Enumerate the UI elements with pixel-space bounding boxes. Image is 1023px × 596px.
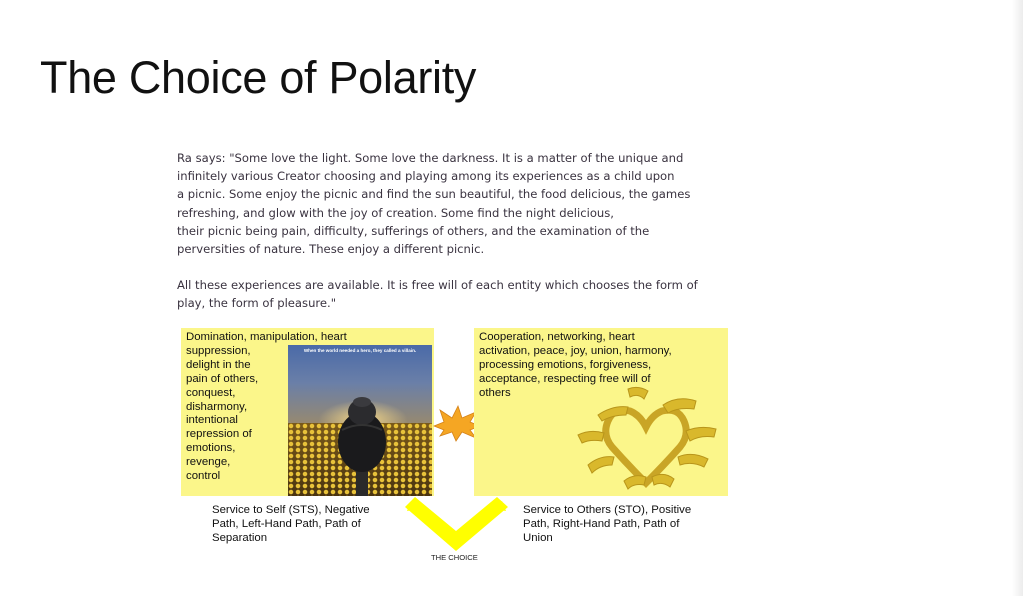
- ra-quote: [177, 149, 752, 313]
- sto-trait-line: processing emotions, forgiveness,: [479, 358, 652, 371]
- sts-trait-line: pain of others,: [186, 372, 259, 385]
- choice-arrow-icon: [405, 497, 508, 551]
- sts-trait-line: delight in the: [186, 358, 251, 371]
- paragraph-gap: [177, 258, 752, 276]
- the-choice-label: THE CHOICE: [431, 553, 478, 562]
- quote-line: All these experiences are available. It is free will of each entity which chooses the form of: [177, 278, 698, 293]
- quote-line: a picnic. Some enjoy the picnic and find the sun beautiful, the food delicious, the games: [177, 187, 691, 202]
- quote-line: play, the form of pleasure.": [177, 296, 337, 311]
- sto-trait-line: Cooperation, networking, heart: [479, 331, 635, 343]
- quote-line: infinitely various Creator choosing and playing among its experiences as a child upon: [177, 169, 675, 184]
- sto-trait-line: others: [479, 386, 511, 399]
- sts-trait-line: control: [186, 470, 221, 483]
- sts-trait-line: disharmony,: [186, 400, 248, 413]
- sts-trait-line: conquest,: [186, 386, 236, 399]
- sto-path-line: Service to Others (STO), Positive: [523, 504, 692, 516]
- sts-path-line: Separation: [212, 531, 268, 544]
- quote-line: refreshing, and glow with the joy of creation. Some find the night delicious,: [177, 205, 614, 220]
- sts-path-line: Path, Left-Hand Path, Path of: [212, 517, 361, 530]
- villain-figure-icon: [332, 390, 392, 496]
- sto-path-label: [523, 504, 691, 545]
- sts-trait-line: repression of: [186, 428, 252, 441]
- villain-image-caption: When the world needed a hero, they called a villain.: [303, 348, 417, 353]
- slide-title: The Choice of Polarity: [40, 52, 477, 103]
- sts-trait-line: intentional: [186, 414, 238, 427]
- sts-trait-line: emotions,: [186, 442, 236, 455]
- quote-line: perversities of nature. These enjoy a different picnic.: [177, 242, 485, 257]
- sts-trait-line: revenge,: [186, 456, 231, 469]
- sts-path-line: Service to Self (STS), Negative: [212, 504, 370, 516]
- sts-trait-line: Domination, manipulation, heart: [186, 331, 347, 343]
- sto-trait-line: activation, peace, joy, union, harmony,: [479, 344, 672, 357]
- quote-line: Ra says: "Some love the light. Some love the darkness. It is a matter of the unique and: [177, 151, 684, 165]
- sto-trait-line: acceptance, respecting free will of: [479, 372, 651, 385]
- sto-path-line: Union: [523, 531, 553, 544]
- slide-edge-shadow: [1012, 0, 1023, 596]
- sto-path-line: Path, Right-Hand Path, Path of: [523, 517, 680, 530]
- heart-hands-icon: [568, 385, 726, 495]
- quote-line: their picnic being pain, difficulty, sufferings of others, and the examination of the: [177, 223, 650, 238]
- sts-path-label: [212, 504, 370, 545]
- sts-trait-line: suppression,: [186, 344, 251, 357]
- villain-image: [288, 345, 432, 496]
